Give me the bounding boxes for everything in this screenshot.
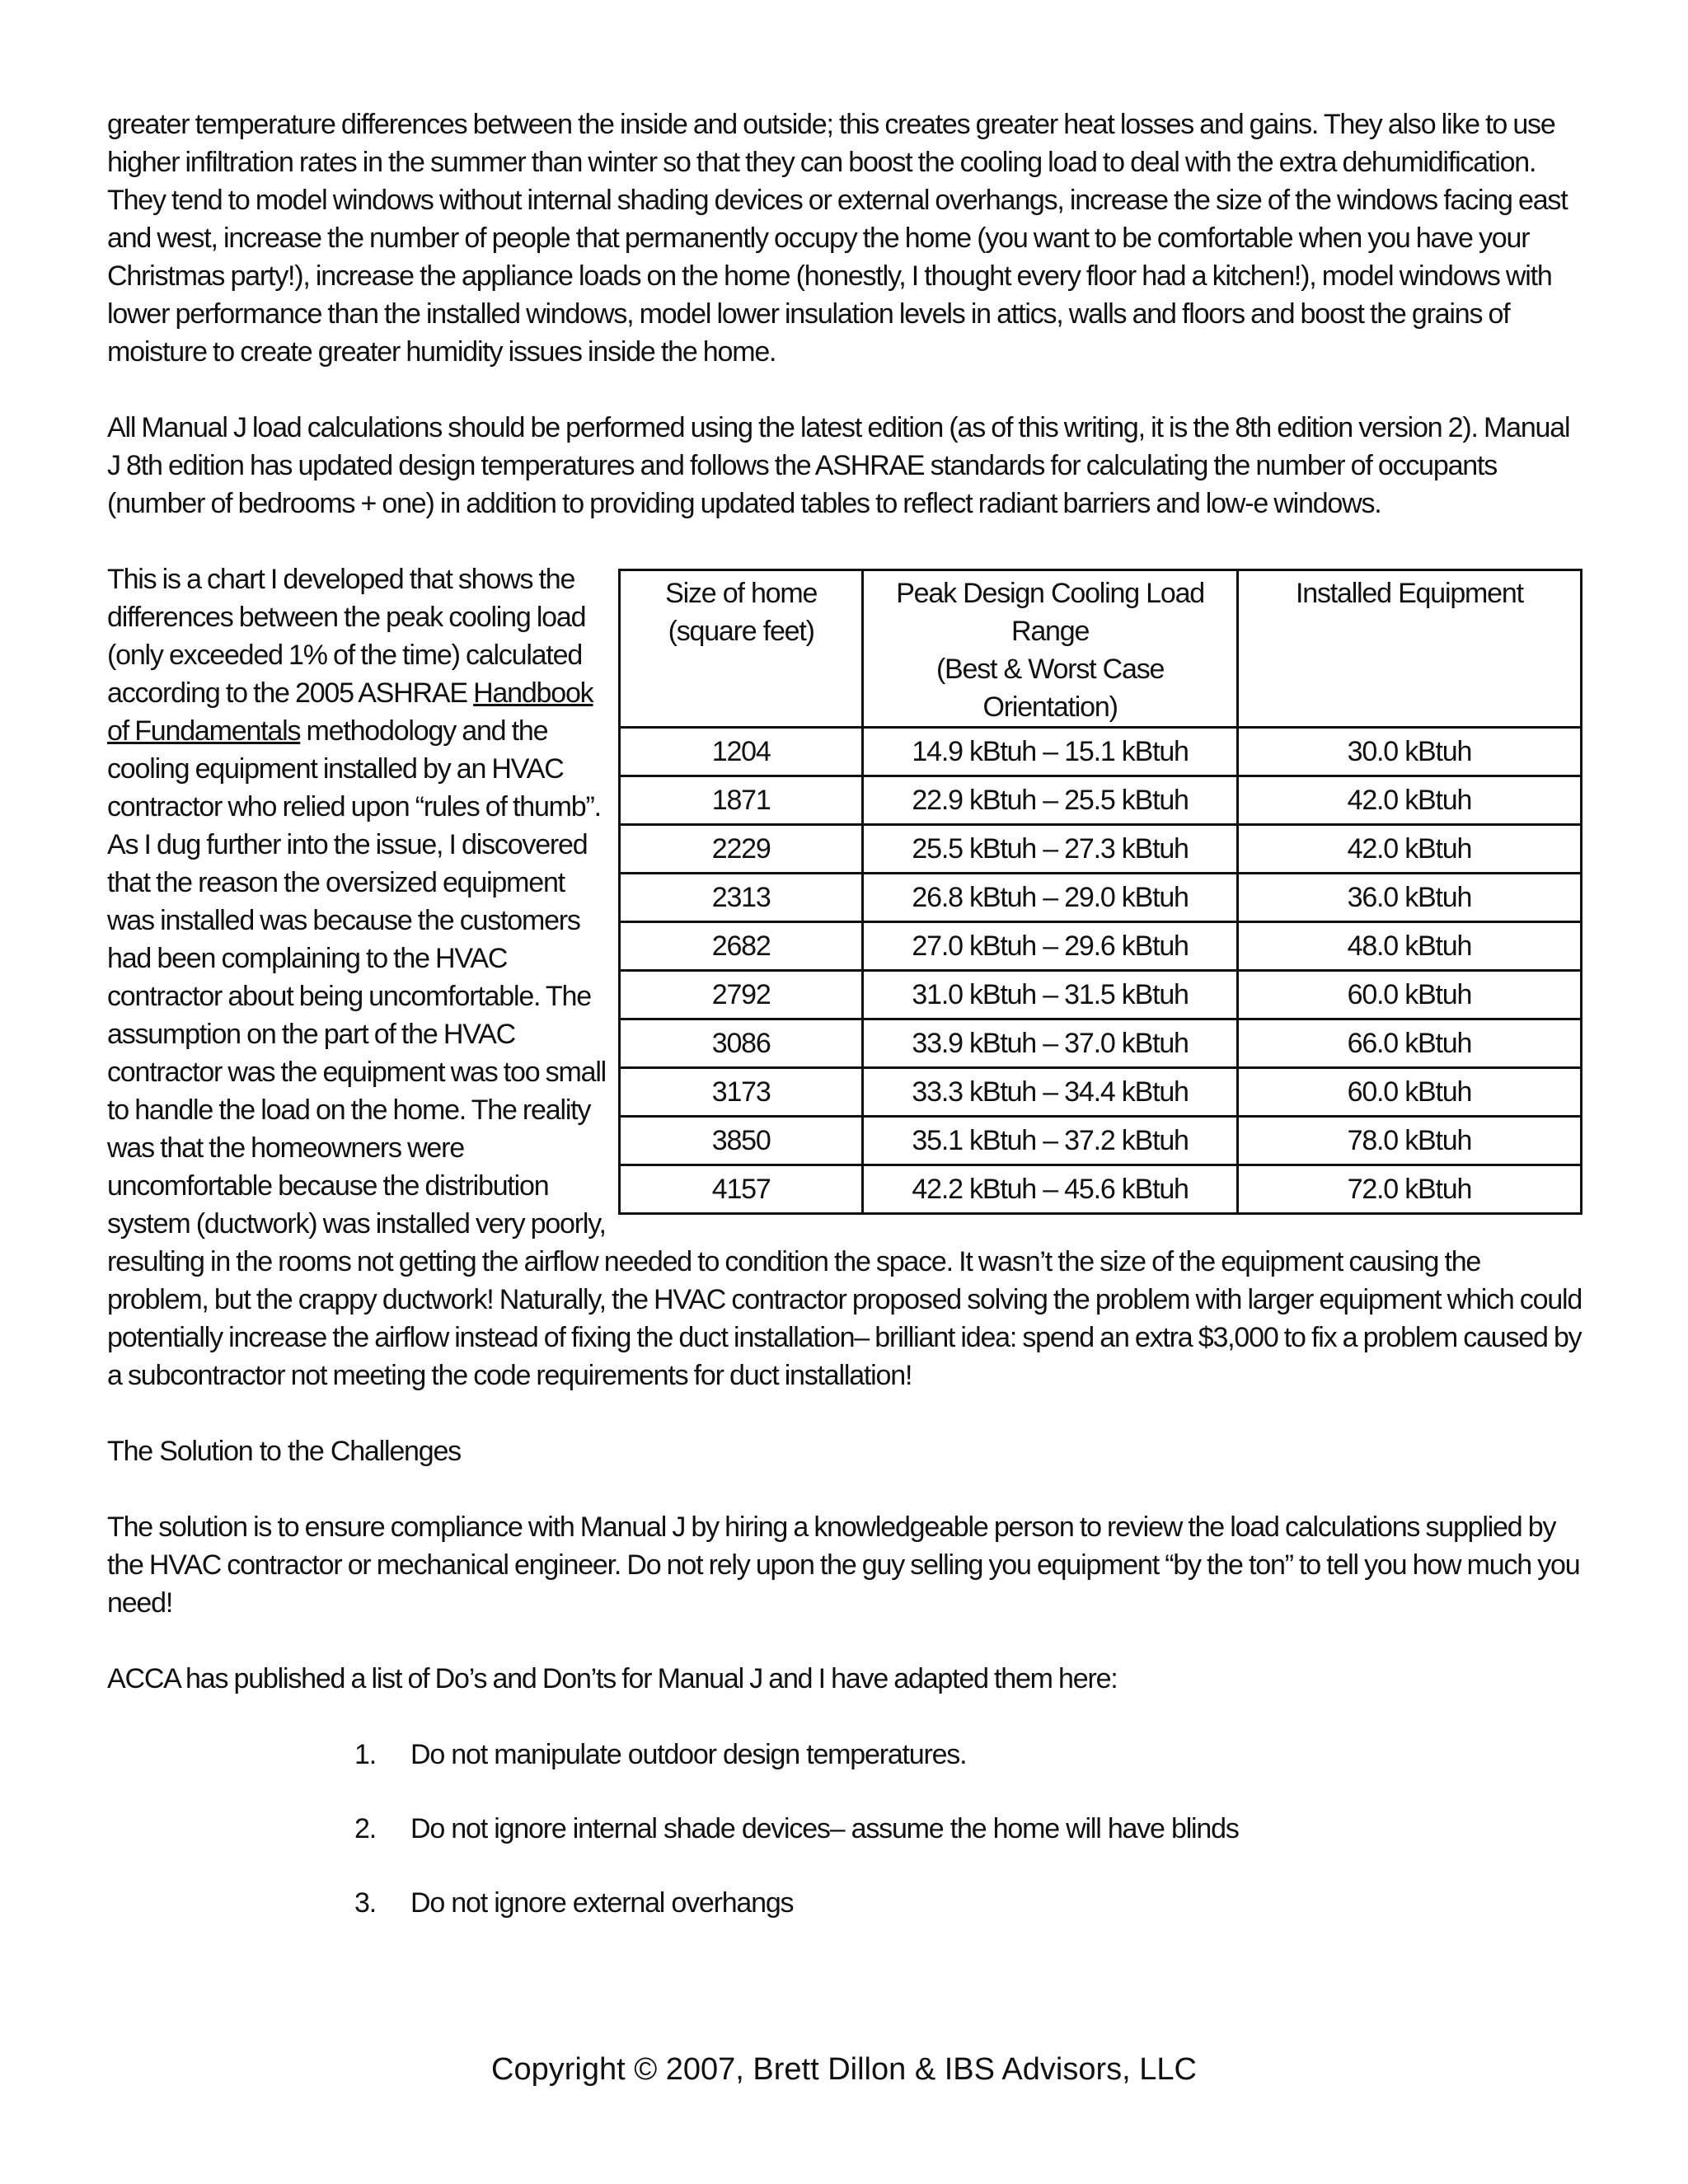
paragraph-manual-j-edition: All Manual J load calculations should be performed using the latest edition (as of this writing, it is the 8th edition version 2). Manual J 8th edition has updated design temperatures and follows the ASHRAE standards for calculating the number of occupants (number of bedrooms + one) in addition to providing updated tables to reflect radiant barriers and low-e windows. — [107, 412, 1570, 519]
paragraph-solution: The solution is to ensure compliance with Manual J by hiring a knowledgeable person to review the load calculations supplied by the HVAC contractor or mechanical engineer. Do not rely upon the guy selling you equipment “by the ton” to tell you how much you need! — [107, 1511, 1580, 1619]
table-row — [620, 1117, 1582, 1165]
cell-peak-load: 42.2 kBtuh – 45.6 kBtuh — [863, 1165, 1237, 1214]
cell-installed-equipment: 78.0 kBtuh — [1237, 1117, 1581, 1165]
table-row — [620, 825, 1582, 874]
cell-installed-equipment: 60.0 kBtuh — [1237, 971, 1581, 1019]
cell-size: 2313 — [620, 874, 863, 922]
cell-installed-equipment: 36.0 kBtuh — [1237, 874, 1581, 922]
list-item: 1. Do not manipulate outdoor design temperatures. — [354, 1739, 967, 1770]
table-row — [620, 874, 1582, 922]
table-row — [620, 922, 1582, 971]
header-size-of-home: Size of home (square feet) — [620, 570, 863, 728]
document-page — [107, 105, 1582, 1958]
cell-size: 2792 — [620, 971, 863, 1019]
table-row — [620, 1068, 1582, 1117]
list-item: 2. Do not ignore internal shade devices– assume the home will have blinds — [354, 1813, 1239, 1844]
chart-section — [107, 560, 1582, 1394]
cell-size: 2229 — [620, 825, 863, 874]
cell-peak-load: 33.3 kBtuh – 34.4 kBtuh — [863, 1068, 1237, 1117]
table-row — [620, 728, 1582, 776]
cell-size: 2682 — [620, 922, 863, 971]
cell-size: 3086 — [620, 1019, 863, 1068]
cell-size: 1871 — [620, 776, 863, 825]
cell-installed-equipment: 30.0 kBtuh — [1237, 728, 1581, 776]
dos-donts-list — [107, 1736, 1582, 1922]
header-installed-equipment: Installed Equipment — [1237, 570, 1581, 728]
cell-peak-load: 22.9 kBtuh – 25.5 kBtuh — [863, 776, 1237, 825]
cell-installed-equipment: 42.0 kBtuh — [1237, 776, 1581, 825]
table-row — [620, 1019, 1582, 1068]
list-item: 3. Do not ignore external overhangs — [354, 1887, 794, 1919]
paragraph-modeling-tactics: greater temperature differences between the inside and outside; this creates greater heat losses and gains. They also like to use higher infiltration rates in the summer than winter so that they can boost the cooling load to deal with the extra dehumidification. They tend to model windows without internal shading devices or external overhangs, increase the size of the windows facing east and west, increase the number of people that permanently occupy the home (you want to be comfortable when you have your Christmas party!), increase the appliance loads on the home (honestly, I thought every floor had a kitchen!), model windows with lower performance than the installed windows, model lower insulation levels in attics, walls and floors and boost the grains of moisture to create greater humidity issues inside the home. — [107, 109, 1568, 368]
paragraph-acca-list-intro: ACCA has published a list of Do’s and Don’ts for Manual J and I have adapted them here: — [107, 1663, 1118, 1694]
cell-installed-equipment: 48.0 kBtuh — [1237, 922, 1581, 971]
cell-peak-load: 31.0 kBtuh – 31.5 kBtuh — [863, 971, 1237, 1019]
cell-size: 3850 — [620, 1117, 863, 1165]
cell-size: 3173 — [620, 1068, 863, 1117]
cell-peak-load: 14.9 kBtuh – 15.1 kBtuh — [863, 728, 1237, 776]
cell-peak-load: 35.1 kBtuh – 37.2 kBtuh — [863, 1117, 1237, 1165]
cell-peak-load: 25.5 kBtuh – 27.3 kBtuh — [863, 825, 1237, 874]
handbook-title: Handbook of Fundamentals — [107, 677, 593, 747]
cell-installed-equipment: 42.0 kBtuh — [1237, 825, 1581, 874]
paragraph-chart-explanation: This is a chart I developed that shows the differences between the peak cooling load (only exceeded 1% of the time) calculated according to the 2005 ASHRAE Handbook of Fundamentals methodology and the cooling equipment installed by an HVAC contractor who relied upon “rules of thumb”. As I dug further into the issue, I discovered that the reason the oversized equipment was installed was because the customers had been complaining to the HVAC contractor about being uncomfortable. The assumption on the part of the HVAC contractor was the equipment was too small to handle the load on the home. The reality was that the homeowners were uncomfortable because the distribution system (ductwork) was installed very poorly, resulting in the rooms not getting the airflow needed to condition the space. It wasn’t the size of the equipment causing the problem, but the crappy ductwork! Naturally, the HVAC contractor proposed solving the problem with larger equipment which could potentially increase the airflow instead of fixing the duct installation– brilliant idea: spend an extra $3,000 to fix a problem caused by a subcontractor not meeting the code requirements for duct installation! — [107, 564, 1582, 1391]
table-row — [620, 971, 1582, 1019]
cell-size: 1204 — [620, 728, 863, 776]
cooling-load-table — [618, 569, 1582, 1215]
copyright-footer: Copyright © 2007, Brett Dillon & IBS Advisors, LLC — [491, 2052, 1197, 2087]
table-header-row — [620, 570, 1582, 728]
table-row — [620, 1165, 1582, 1214]
section-heading-solution: The Solution to the Challenges — [107, 1436, 461, 1467]
cell-installed-equipment: 66.0 kBtuh — [1237, 1019, 1581, 1068]
cell-installed-equipment: 72.0 kBtuh — [1237, 1165, 1581, 1214]
cell-size: 4157 — [620, 1165, 863, 1214]
table-row — [620, 776, 1582, 825]
cell-peak-load: 33.9 kBtuh – 37.0 kBtuh — [863, 1019, 1237, 1068]
cell-installed-equipment: 60.0 kBtuh — [1237, 1068, 1581, 1117]
cell-peak-load: 27.0 kBtuh – 29.6 kBtuh — [863, 922, 1237, 971]
header-peak-design-cooling-load: Peak Design Cooling Load Range (Best & Worst Case Orientation) — [863, 570, 1237, 728]
cell-peak-load: 26.8 kBtuh – 29.0 kBtuh — [863, 874, 1237, 922]
